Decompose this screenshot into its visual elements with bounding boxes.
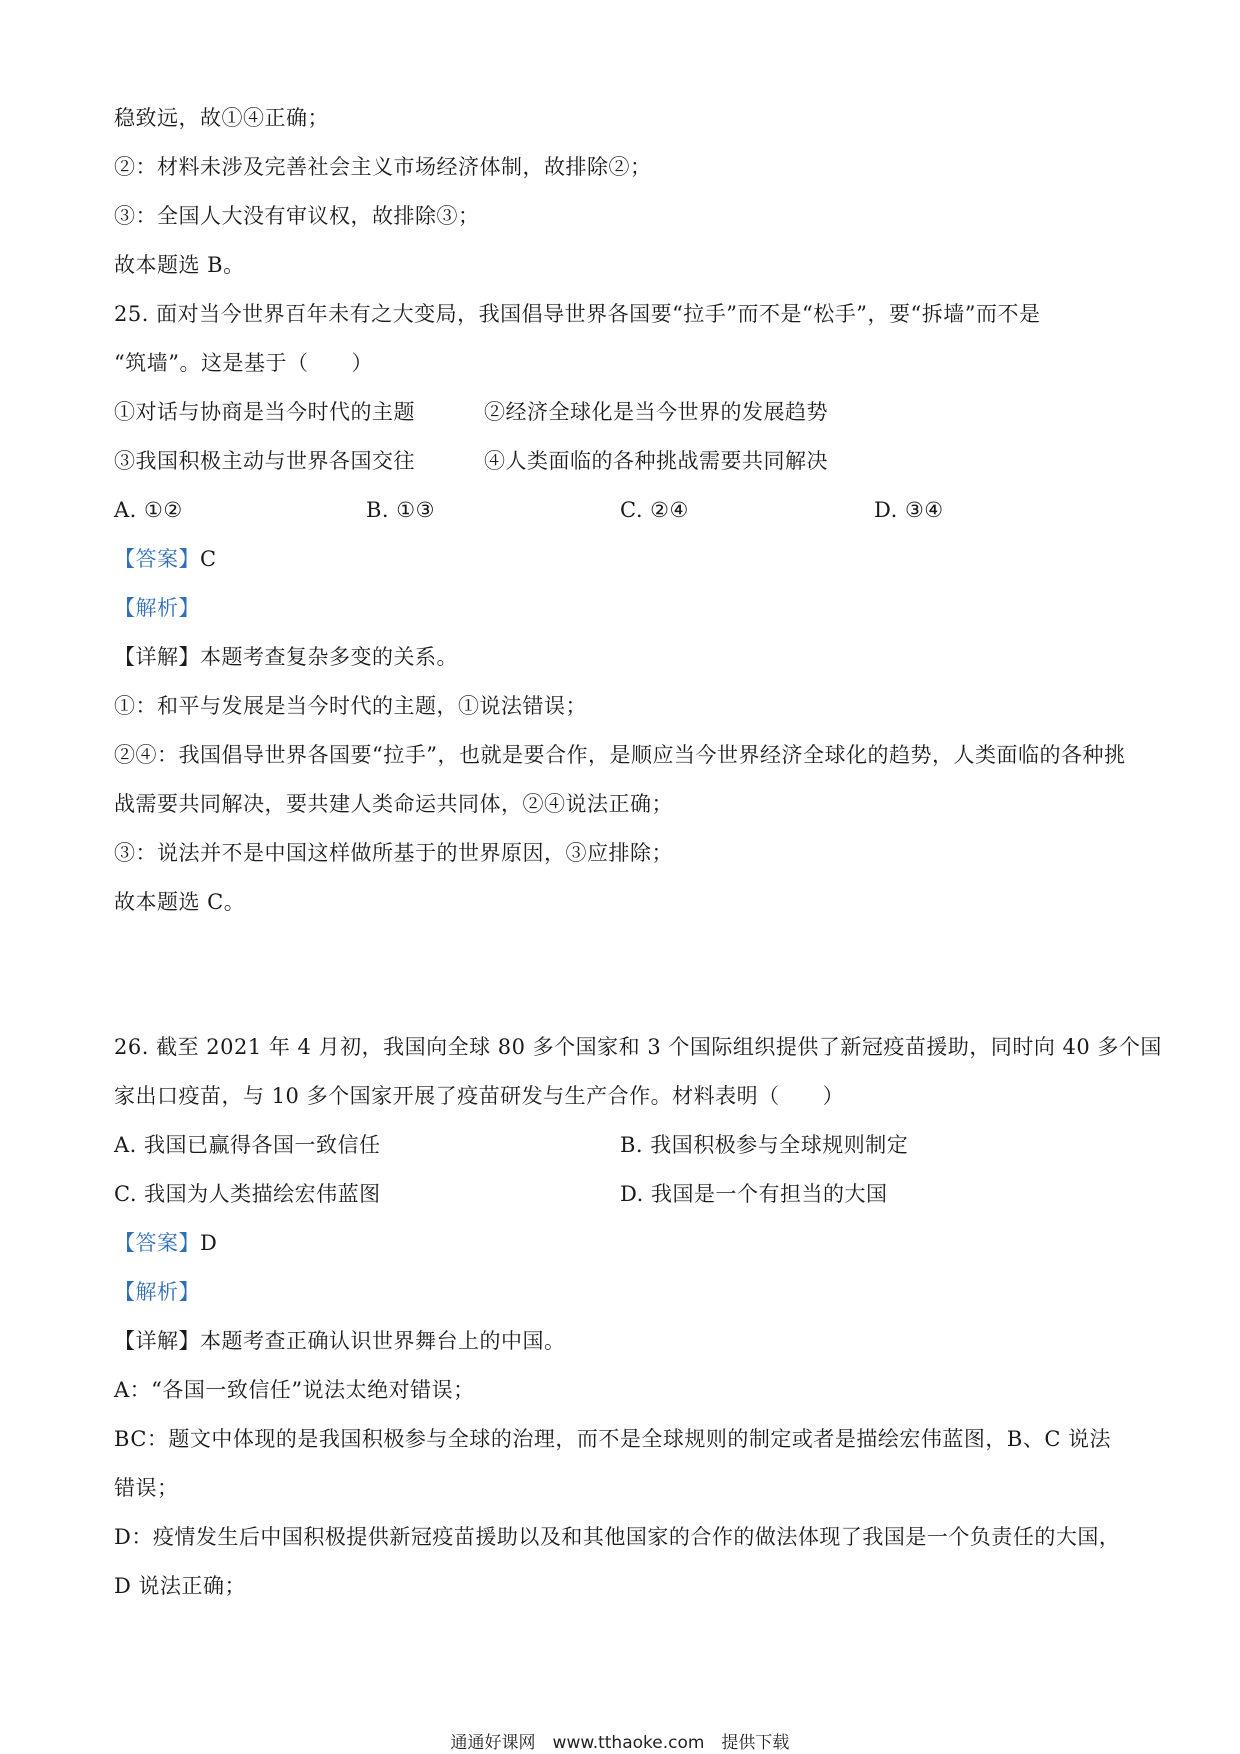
q26-stem: 家出口疫苗，与 10 多个国家开展了疫苗研发与生产合作。材料表明（ ） (114, 1084, 845, 1108)
text-line: 稳致远，故①④正确； (114, 106, 329, 130)
q25-stem: “筑墙”。这是基于（ ） (114, 351, 373, 375)
q26-answer (114, 1228, 217, 1258)
q25-statement: ①对话与协商是当今时代的主题 (114, 400, 415, 424)
q26-option-b: B. 我国积极参与全球规则制定 (620, 1133, 909, 1157)
q26-explain: 错误； (114, 1476, 179, 1500)
answer-tag: 【答案】 (114, 547, 200, 571)
q25-explain: ③：说法并不是中国这样做所基于的世界原因，③应排除； (114, 841, 673, 865)
q26-stem: 26. 截至 2021 年 4 月初，我国向全球 80 多个国家和 3 个国际组织提供了新冠疫苗援助，同时向 40 多个国 (114, 1035, 1162, 1059)
q26-option-a: A. 我国已赢得各国一致信任 (114, 1133, 381, 1157)
answer-value: D (200, 1231, 218, 1255)
q25-analysis-tag: 【解析】 (114, 596, 200, 620)
q25-answer (114, 544, 217, 574)
q25-detail: 【详解】本题考查复杂多变的关系。 (114, 645, 458, 669)
answer-tag: 【答案】 (114, 1231, 200, 1255)
q26-option-d: D. 我国是一个有担当的大国 (620, 1182, 888, 1206)
text-line: 故本题选 B。 (114, 253, 245, 277)
q26-explain: D：疫情发生后中国积极提供新冠疫苗援助以及和其他国家的合作的做法体现了我国是一个负责任的大国， (114, 1525, 1121, 1549)
q25-explain: ②④：我国倡导世界各国要“拉手”，也就是要合作，是顺应当今世界经济全球化的趋势，人类面临的各种挑 (114, 743, 1126, 767)
q26-option-c: C. 我国为人类描绘宏伟蓝图 (114, 1182, 381, 1206)
footer-watermark: 通通好课网 www.tthaoke.com 提供下载 (450, 1733, 790, 1753)
q26-explain: A：“各国一致信任”说法太绝对错误； (114, 1378, 475, 1402)
q25-statement: ④人类面临的各种挑战需要共同解决 (484, 449, 828, 473)
q25-explain: ①：和平与发展是当今时代的主题，①说法错误； (114, 694, 587, 718)
q26-detail: 【详解】本题考查正确认识世界舞台上的中国。 (114, 1329, 566, 1353)
text-line: ③：全国人大没有审议权，故排除③； (114, 204, 480, 228)
q25-option-b: B. ①③ (366, 498, 435, 522)
q26-analysis-tag: 【解析】 (114, 1280, 200, 1304)
q26-explain: BC：题文中体现的是我国积极参与全球的治理，而不是全球规则的制定或者是描绘宏伟蓝图，B、C 说法 (114, 1427, 1112, 1451)
q25-stem: 25. 面对当今世界百年未有之大变局，我国倡导世界各国要“拉手”而不是“松手”，要“拆墙”而不是 (114, 302, 1041, 326)
q25-option-d: D. ③④ (874, 498, 944, 522)
q26-explain: D 说法正确； (114, 1574, 247, 1598)
text-line: ②：材料未涉及完善社会主义市场经济体制，故排除②； (114, 155, 652, 179)
q25-explain: 故本题选 C。 (114, 890, 246, 914)
q25-option-a: A. ①② (114, 498, 183, 522)
answer-value: C (200, 547, 217, 571)
q25-option-c: C. ②④ (620, 498, 689, 522)
q25-explain: 战需要共同解决，要共建人类命运共同体，②④说法正确； (114, 792, 673, 816)
q25-statement: ②经济全球化是当今世界的发展趋势 (484, 400, 828, 424)
q25-statement: ③我国积极主动与世界各国交往 (114, 449, 415, 473)
